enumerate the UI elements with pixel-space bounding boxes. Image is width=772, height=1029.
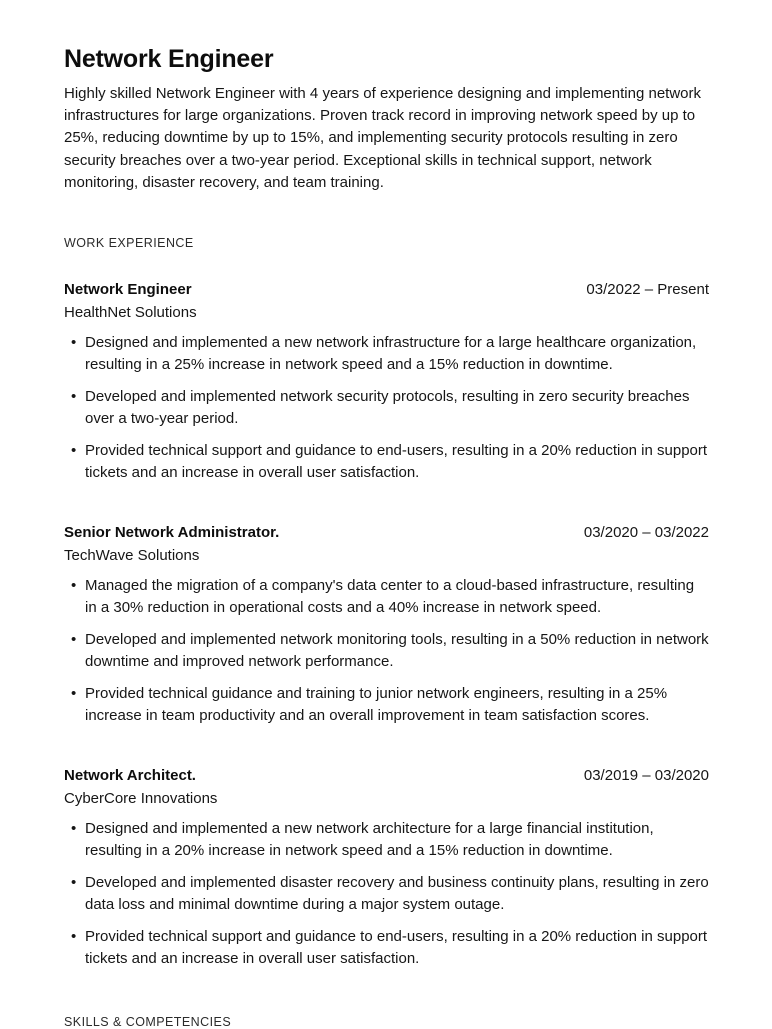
responsibility-text: Developed and implemented network monitoring tools, resulting in a 50% reduction in network downtime and improved network performance. (85, 631, 709, 670)
experience-entry (64, 280, 709, 483)
bullet-point-icon: • (71, 334, 77, 352)
experience-entry (64, 523, 709, 726)
section-heading-work-experience: WORK EXPERIENCE (64, 236, 194, 251)
responsibility-item (64, 926, 709, 969)
responsibility-list (64, 332, 709, 483)
job-dates: 03/2022 – Present (586, 281, 709, 299)
experience-entry-header (64, 280, 709, 300)
page-title: Network Engineer (64, 45, 274, 73)
experience-entry-header (64, 523, 709, 543)
job-title: Senior Network Administrator. (64, 524, 280, 542)
bullet-point-icon: • (71, 874, 77, 892)
responsibility-text: Designed and implemented a new network architecture for a large financial institution, resulting in a 20% increase in network speed and a 15% reduction in downtime. (85, 820, 654, 859)
responsibility-item (64, 575, 709, 618)
responsibility-list (64, 575, 709, 726)
bullet-point-icon: • (71, 631, 77, 649)
bullet-point-icon: • (71, 928, 77, 946)
work-experience-list (64, 280, 709, 969)
experience-entry (64, 766, 709, 969)
bullet-point-icon: • (71, 388, 77, 406)
company-name: TechWave Solutions (64, 547, 200, 565)
bullet-point-icon: • (71, 577, 77, 595)
responsibility-item (64, 440, 709, 483)
responsibility-text: Provided technical support and guidance to end-users, resulting in a 20% reduction in support tickets and an increase in overall user satisfaction. (85, 928, 708, 967)
job-title: Network Engineer (64, 281, 192, 299)
bullet-point-icon: • (71, 685, 77, 703)
job-dates: 03/2020 – 03/2022 (583, 524, 709, 542)
responsibility-text: Provided technical support and guidance to end-users, resulting in a 20% reduction in support tickets and an increase in overall user satisfaction. (85, 442, 708, 481)
bullet-point-icon: • (71, 820, 77, 838)
responsibility-text: Managed the migration of a company's data center to a cloud-based infrastructure, resulting in a 30% reduction in operational costs and a 40% increase in network speed. (85, 577, 695, 616)
professional-summary: Highly skilled Network Engineer with 4 years of experience designing and implementing network infrastructures for large organizations. Proven track record in improving network speed by up to 25%, reducing downtime by up to 15%, and implementing security protocols resulting in zero security breaches over a two-year period. Exceptional skills in technical support, network monitoring, disaster recovery, and team training. (64, 85, 701, 191)
responsibility-item (64, 629, 709, 672)
responsibility-item (64, 332, 709, 375)
responsibility-text: Provided technical guidance and training to junior network engineers, resulting in a 25% increase in team productivity and an overall improvement in team satisfaction scores. (85, 685, 668, 724)
responsibility-item (64, 872, 709, 915)
responsibility-text: Designed and implemented a new network infrastructure for a large healthcare organization, resulting in a 25% increase in network speed and a 15% reduction in downtime. (85, 334, 697, 373)
responsibility-text: Developed and implemented disaster recovery and business continuity plans, resulting in zero data loss and minimal downtime during a major system outage. (85, 874, 709, 913)
company-name: HealthNet Solutions (64, 304, 197, 322)
responsibility-item (64, 818, 709, 861)
bullet-point-icon: • (71, 442, 77, 460)
responsibility-item (64, 386, 709, 429)
responsibility-text: Developed and implemented network security protocols, resulting in zero security breaches over a two-year period. (85, 388, 690, 427)
responsibility-item (64, 683, 709, 726)
responsibility-list (64, 818, 709, 969)
section-heading-skills-competencies: SKILLS & COMPETENCIES (64, 1015, 232, 1029)
experience-entry-header (64, 766, 709, 786)
job-dates: 03/2019 – 03/2020 (583, 767, 709, 785)
company-name: CyberCore Innovations (64, 790, 218, 808)
job-title: Network Architect. (64, 767, 196, 785)
